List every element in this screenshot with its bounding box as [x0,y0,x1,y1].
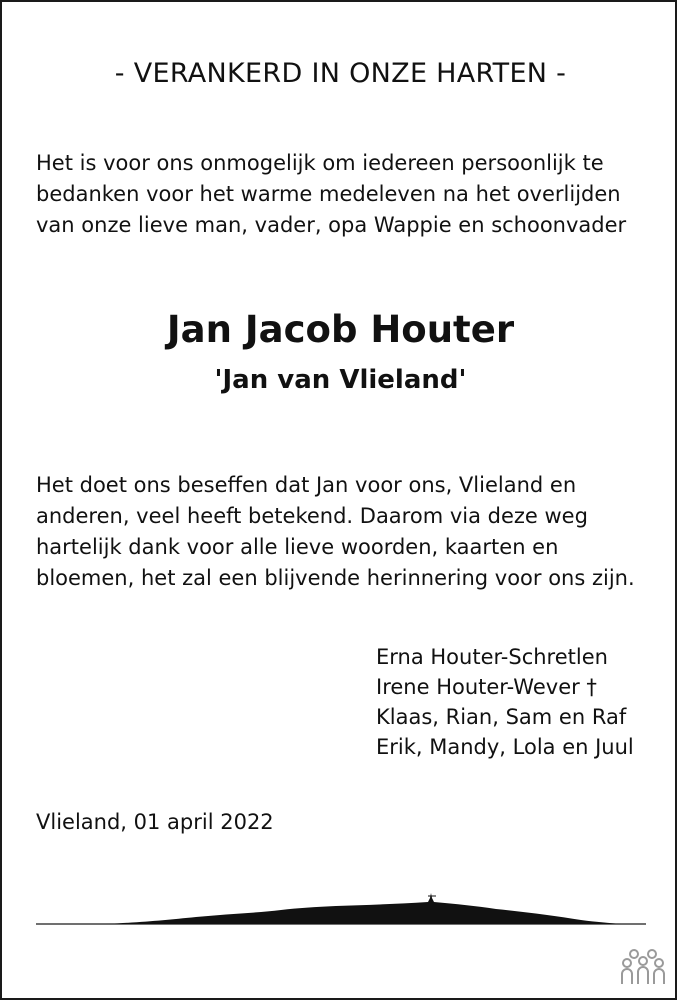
signer: Erik, Mandy, Lola en Juul [376,735,634,759]
intro-line: Het is voor ons onmogelijk om iedereen persoonlijk te [36,151,604,175]
message-line: anderen, veel heeft betekend. Daarom via deze weg [36,504,588,528]
intro-line: bedanken voor het warme medeleven na het overlijden [36,182,621,206]
message-line: hartelijk dank voor alle lieve woorden, kaarten en [36,535,559,559]
message-line: bloemen, het zal een blijvende herinnering voor ons zijn. [36,566,635,590]
intro-paragraph [36,148,656,241]
message-line: Het doet ons beseffen dat Jan voor ons, Vlieland en [36,473,577,497]
message-paragraph [36,470,656,594]
signer: Klaas, Rian, Sam en Raf [376,705,627,729]
people-group-logo-icon [620,946,666,986]
deceased-name: Jan Jacob Houter [166,308,515,351]
notice-heading: - VERANKERD IN ONZE HARTEN - [114,58,567,89]
place-date: Vlieland, 01 april 2022 [36,810,274,834]
intro-line: van onze lieve man, vader, opa Wappie en schoonvader [36,213,627,237]
signer: Erna Houter-Schretlen [376,645,608,669]
signers-list [376,642,634,762]
deceased-nickname: 'Jan van Vlieland' [214,365,467,395]
signer: Irene Houter-Wever † [376,675,597,699]
island-silhouette-icon [36,888,646,928]
